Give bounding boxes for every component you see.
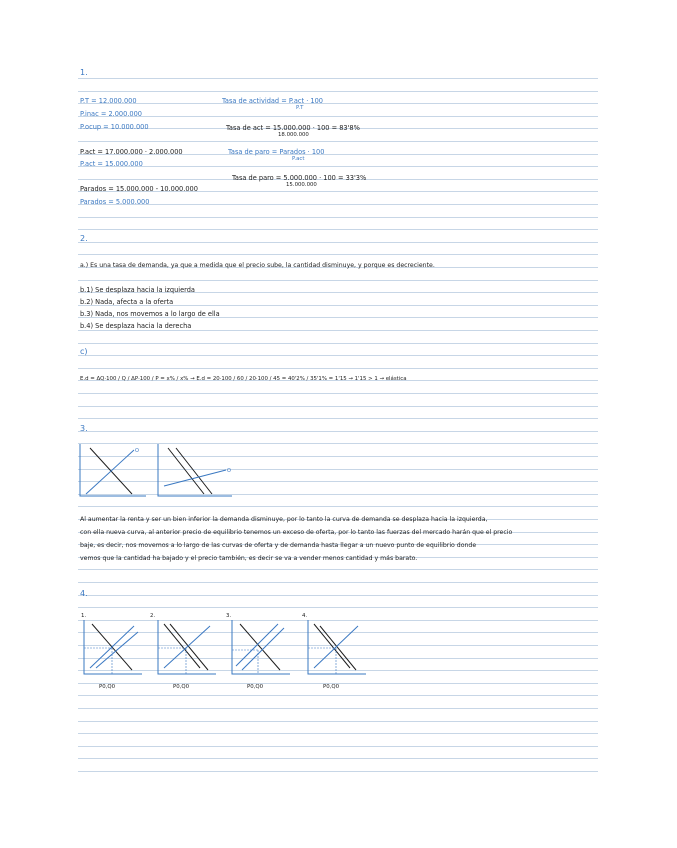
q2-a-text: a.) Es una tasa de demanda, ya que a medida que el precio sube, la cantidad disminuye, y porque es decreciente. — [80, 262, 435, 269]
q1-tasa-paro-formula: Tasa de paro = Parados · 100 — [228, 148, 325, 156]
q4-graph-1 — [82, 618, 144, 678]
q1-tasa-paro-calc-den: 15.000.000 — [286, 182, 317, 188]
q1-pact-line2: P.act = 15.000.000 — [80, 160, 143, 168]
q1-tasa-act-calc: Tasa de act = 15.000.000 · 100 = 83'8% — [226, 124, 360, 132]
q3-graph-before — [78, 442, 148, 498]
q4-panel-4-caption: P0,Q0 — [323, 684, 340, 690]
q4-panel-1-num: 1. — [81, 613, 87, 619]
q2-b2: b.2) Nada, afecta a la oferta — [80, 298, 174, 306]
q2-b1: b.1) Se desplaza hacia la izquierda — [80, 286, 195, 294]
ruled-line — [78, 708, 598, 709]
ruled-line — [78, 91, 598, 92]
ruled-line — [78, 506, 598, 507]
q4-panel-2-num: 2. — [150, 613, 156, 619]
ruled-line — [78, 607, 598, 608]
svg-text:O: O — [227, 468, 231, 474]
q4-graph-4 — [306, 618, 368, 678]
q1-line-pocup: P.ocup = 10.000.000 — [80, 123, 149, 131]
ruled-line — [78, 254, 598, 255]
q2-c-formula: E.d = ΔQ·100 / Q / ΔP·100 / P = x% / x% → E.d = 20·100 / 60 / 20·100 / 45 = 40'2% / 35'1% = 1'15 → 1'15 > 1 → elástica — [80, 376, 407, 382]
q3-para-2: con ella nueva curva, al anterior precio de equilibrio tenemos un exceso de oferta, por lo tanto las fuerzas del mercado harán que el precio — [80, 529, 513, 536]
q1-parados-line2: Parados = 5.000.000 — [80, 198, 150, 206]
q3-para-1: Al aumentar la renta y ser un bien inferior la demanda disminuye, por lo tanto la curva de demanda se desplaza hacia la izquierda, — [80, 516, 488, 523]
q1-tasa-act-formula: Tasa de actividad = P.act · 100 — [222, 97, 324, 105]
ruled-line — [78, 116, 598, 117]
q1-tasa-paro-calc: Tasa de paro = 5.000.000 · 100 = 33'3% — [232, 174, 367, 182]
ruled-line — [78, 582, 598, 583]
q2-c-label: c) — [80, 347, 88, 356]
ruled-line — [78, 406, 598, 407]
ruled-line — [78, 733, 598, 734]
ruled-line — [78, 595, 598, 596]
ruled-line — [78, 393, 598, 394]
q4-panel-4-num: 4. — [302, 613, 308, 619]
q1-pact-line1: P.act = 17.000.000 · 2.000.000 — [80, 148, 183, 156]
q4-panel-3-caption: P0,Q0 — [247, 684, 264, 690]
q4-number: 4. — [80, 589, 88, 598]
ruled-line — [78, 280, 598, 281]
q4-graph-3 — [230, 618, 292, 678]
q3-para-3: baje, es decir, nos movemos a lo largo de las curvas de oferta y de demanda hasta llegar a un nuevo punto de equilibrio donde — [80, 542, 477, 549]
ruled-line — [78, 368, 598, 369]
q1-line-pt: P.T = 12.000.000 — [80, 97, 137, 105]
q3-number: 3. — [80, 424, 88, 433]
q2-b4: b.4) Se desplaza hacia la derecha — [80, 322, 192, 330]
ruled-line — [78, 569, 598, 570]
ruled-line — [78, 418, 598, 419]
q2-b3: b.3) Nada, nos movemos a lo largo de ella — [80, 310, 220, 318]
ruled-line — [78, 746, 598, 747]
ruled-line — [78, 771, 598, 772]
q2-number: 2. — [80, 234, 88, 243]
ruled-line — [78, 103, 598, 104]
ruled-line — [78, 229, 598, 230]
ruled-line — [78, 355, 598, 356]
ruled-line — [78, 78, 598, 79]
ruled-line — [78, 695, 598, 696]
ruled-line — [78, 141, 598, 142]
svg-text:O: O — [135, 448, 139, 454]
q1-number: 1. — [80, 68, 88, 77]
ruled-line — [78, 343, 598, 344]
q3-graph-after — [156, 442, 234, 498]
ruled-line — [78, 721, 598, 722]
ruled-line — [78, 431, 598, 432]
ruled-line — [78, 758, 598, 759]
q4-panel-3-num: 3. — [226, 613, 232, 619]
q4-panel-1-caption: P0,Q0 — [99, 684, 116, 690]
q1-line-pinac: P.inac = 2.000.000 — [80, 110, 142, 118]
ruled-line — [78, 166, 598, 167]
ruled-line — [78, 242, 598, 243]
ruled-line — [78, 217, 598, 218]
ruled-line — [78, 330, 598, 331]
q4-graph-2 — [156, 618, 218, 678]
q4-panel-2-caption: P0,Q0 — [173, 684, 190, 690]
q1-parados-line1: Parados = 15.000.000 - 10.000.000 — [80, 185, 198, 193]
q3-para-4: vemos que la cantidad ha bajado y el precio también, es decir se va a vender menos cantidad y más barato. — [80, 555, 418, 562]
q1-tasa-act-den: P.T — [296, 105, 304, 111]
ruled-line — [78, 204, 598, 205]
q1-tasa-paro-den: P.act — [292, 156, 305, 162]
q1-tasa-act-calc-den: 18.000.000 — [278, 132, 309, 138]
